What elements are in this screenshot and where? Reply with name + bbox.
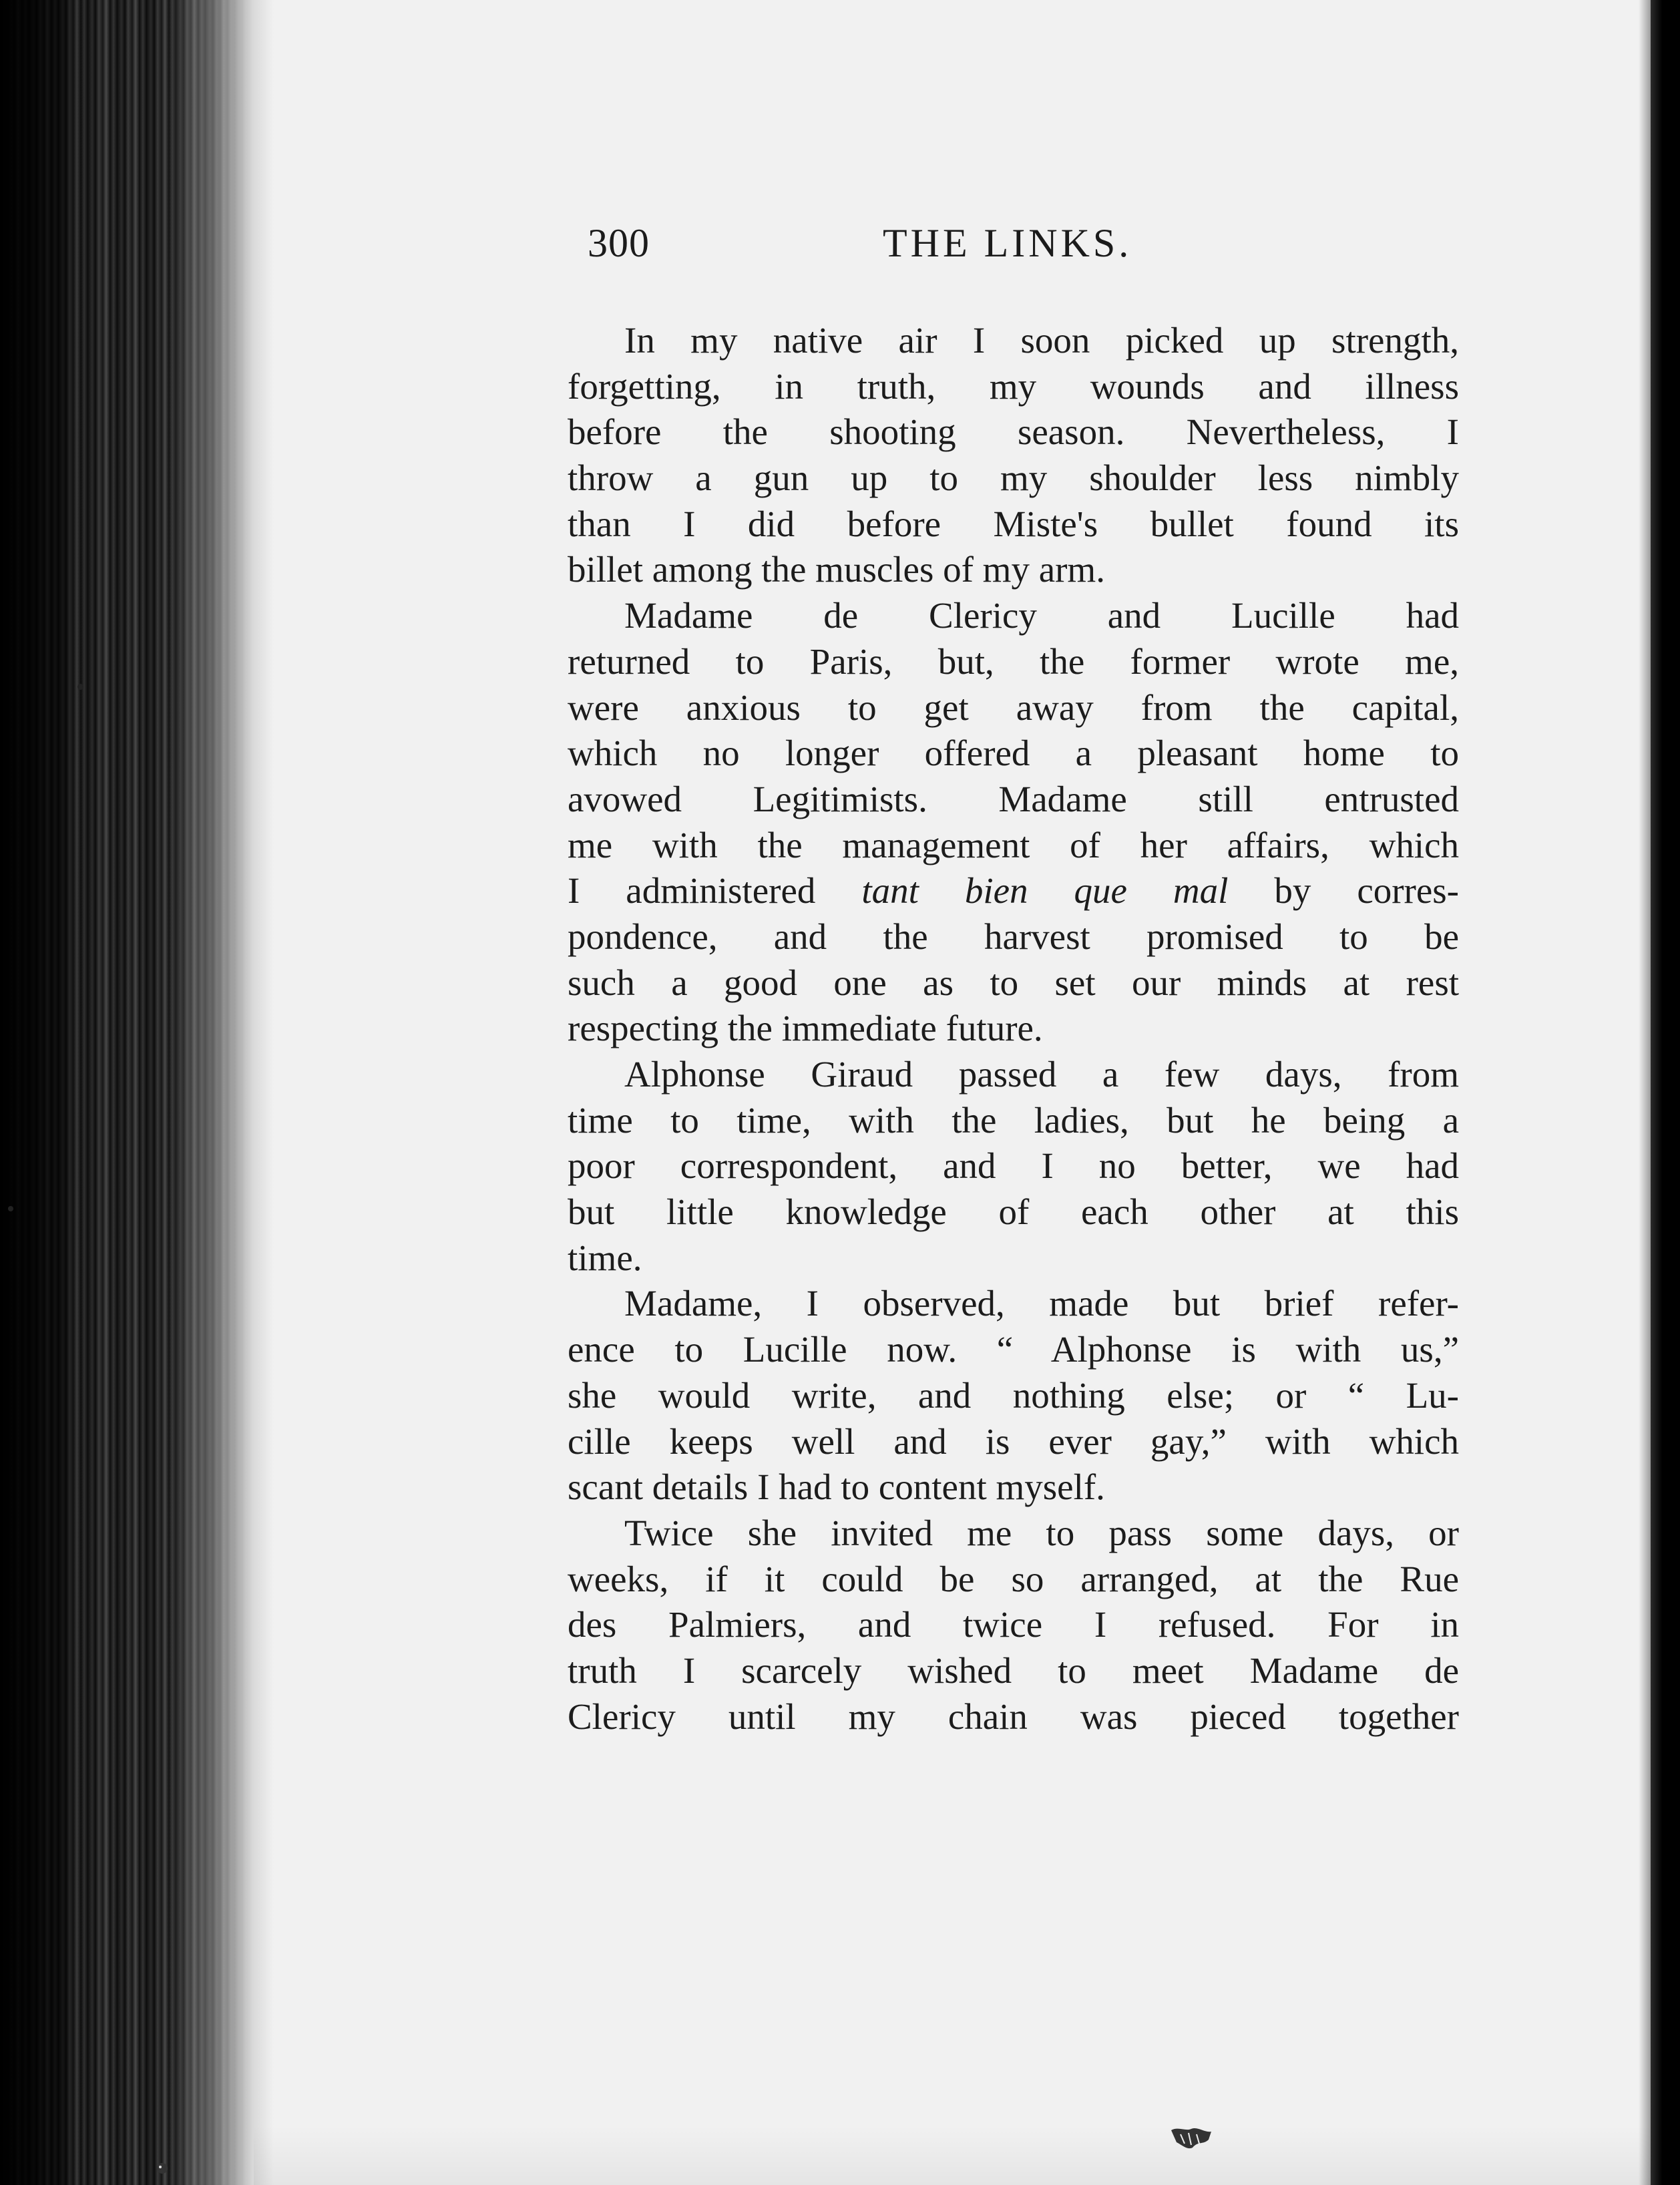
text-line: Madame de Clericy and Lucille had	[624, 595, 1459, 636]
text-line	[568, 868, 1459, 914]
page-number: 300	[588, 221, 650, 265]
text-line: Twice she invited me to pass some days, or	[624, 1512, 1459, 1553]
text-line: than I did before Miste's bullet found its	[568, 503, 1459, 544]
text-line: weeks, if it could be so arranged, at the Rue	[568, 1558, 1459, 1599]
text-line: which no longer offered a pleasant home to	[568, 733, 1459, 774]
ink-speck	[77, 684, 83, 690]
italic-phrase: tant bien que mal	[861, 870, 1229, 912]
text-line: forgetting, in truth, my wounds and illness	[568, 365, 1459, 407]
text-line: returned to Paris, but, the former wrote me,	[568, 640, 1459, 682]
running-header	[588, 220, 1456, 274]
text-line: respecting the immediate future.	[568, 1008, 1043, 1049]
text-line: pondence, and the harvest promised to be	[568, 916, 1459, 957]
text-line: truth I scarcely wished to meet Madame de	[568, 1649, 1459, 1691]
page-edge-fade	[167, 0, 274, 2185]
page-edge-shadow	[0, 0, 87, 2185]
text-line: were anxious to get away from the capital,	[568, 686, 1459, 728]
text-line: throw a gun up to my shoulder less nimbly	[568, 457, 1459, 499]
text-line: she would write, and nothing else; or “ Lu-	[568, 1374, 1459, 1416]
text-line: cille keeps well and is ever gay,” with which	[568, 1420, 1459, 1462]
text-line: time.	[568, 1237, 642, 1278]
ink-blot-mark	[155, 2161, 170, 2176]
text-line: Madame, I observed, made but brief refer-	[624, 1283, 1459, 1324]
ink-speck	[8, 1206, 13, 1211]
text-line: before the shooting season. Nevertheless, I	[568, 411, 1459, 453]
gutter-shadow	[1639, 0, 1651, 2185]
running-title: THE LINKS.	[883, 221, 1132, 265]
text-line: billet among the muscles of my arm.	[568, 549, 1105, 590]
text-line: In my native air I soon picked up strength,	[624, 320, 1459, 361]
text-line: Alphonse Giraud passed a few days, from	[624, 1054, 1459, 1095]
text-line: avowed Legitimists. Madame still entrusted	[568, 778, 1459, 819]
text-line: scant details I had to content myself.	[568, 1466, 1105, 1508]
text-line: but little knowledge of each other at this	[568, 1191, 1459, 1233]
text-segment: by corres-	[1228, 870, 1459, 912]
text-line: such a good one as to set our minds at rest	[568, 962, 1459, 1003]
page-bottom-shade	[254, 2125, 1651, 2185]
text-line: des Palmiers, and twice I refused. For in	[568, 1604, 1459, 1645]
text-line: Clericy until my chain was pieced together	[568, 1696, 1459, 1737]
text-line: me with the management of her affairs, which	[568, 824, 1459, 865]
ink-blot-mark	[1169, 2125, 1215, 2152]
body-text	[568, 318, 1459, 1740]
text-segment: I administered	[568, 870, 862, 912]
text-line: time to time, with the ladies, but he being a	[568, 1099, 1459, 1141]
text-line: ence to Lucille now. “ Alphonse is with us,”	[568, 1329, 1459, 1370]
text-line: poor correspondent, and I no better, we had	[568, 1145, 1459, 1187]
right-gutter-edge	[1651, 0, 1680, 2185]
